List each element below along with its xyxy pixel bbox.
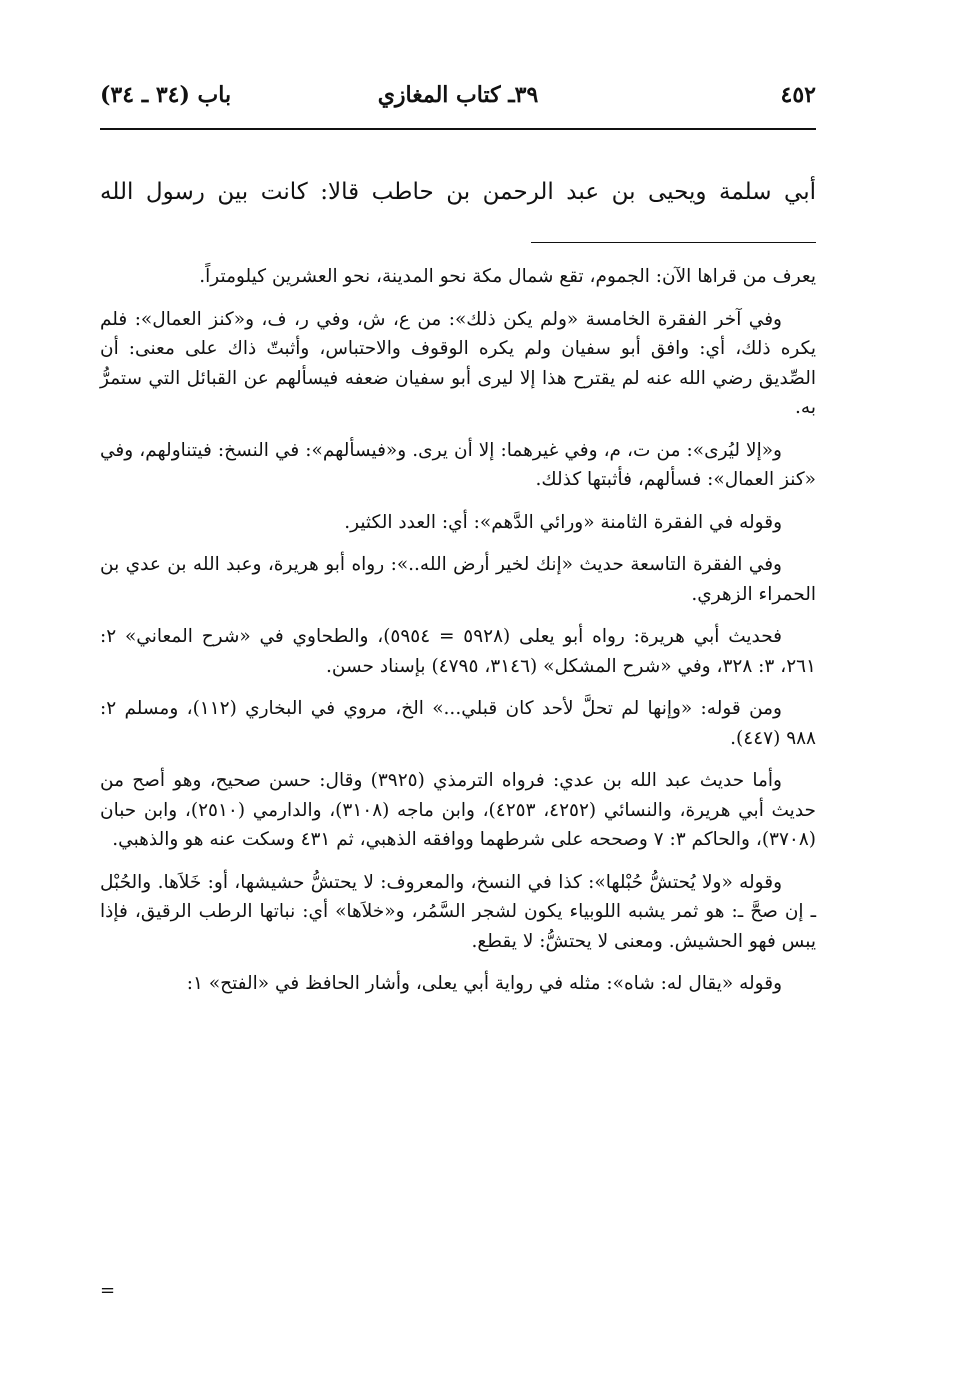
continuation-mark: = [100, 1280, 116, 1301]
footnote-paragraph: ومن قوله: «وإنها لم تحلَّ لأحد كان قبلي...» الخ، مروي في البخاري (١١٢)، ومسلم ٢: ٩٨٨ (٤٤٧). [100, 698, 816, 749]
chapter-reference: باب (٣٤ ـ ٣٤) [100, 82, 232, 108]
footnote-paragraph: وفي الفقرة التاسعة حديث «إنك لخير أرض الله..»: رواه أبو هريرة، وعبد الله بن عدي بن الحمراء الزهري. [100, 554, 816, 605]
footnote-paragraph: وأما حديث عبد الله بن عدي: فرواه الترمذي (٣٩٢٥) وقال: حسن صحيح، وهو أصح من حديث أبي هريرة، والنسائي (٤٢٥٢، ٤٢٥٣)، وابن ماجه (٣١٠٨)، والدارمي (٢٥١٠)، وابن حبان (٣٧٠٨)، والحاكم ٣: ٧ وصححه على شرطهما ووافقه الذهبي، ثم ٤٣١ وسكت عنه هو والذهبي. [100, 770, 816, 850]
document-page [100, 82, 816, 1301]
footnote-paragraph: و«إلا ليُرى»: من ت، م، وفي غيرهما: إلا أن يرى. و«فيسألهم»: في النسخ: فيتناولهم، وفي «كنز العمال»: فسألهم، فأثبتها كذلك. [100, 439, 816, 490]
footnote-paragraph: وقوله «ولا يُحتشُّ حُبْلها»: كذا في النسخ، والمعروف: لا يحتشُّ حشيشها، أو: خَلاَها. والحُبْل ـ إن صحَّ ـ: هو ثمر يشبه اللوبياء يكون لشجر السَّمُر، و«خلاَها» أي: نباتها الرطب الرقيق، فإذا يبس فهو الحشيش. ومعنى لا يحتشُّ: لا يقطع. [100, 871, 816, 952]
footnote-paragraph: فحديث أبي هريرة: رواه أبو يعلى (٥٩٢٨ = ٥٩٥٤)، والطحاوي في «شرح المعاني» ٢: ٢٦١، ٣: ٣٢٨، وفي «شرح المشكل» (٣١٤٦، ٤٧٩٥) بإسناد حسن. [100, 626, 816, 677]
footnote-paragraph: وفي آخر الفقرة الخامسة «ولم يكن ذلك»: من ع، ش، وفي ر، ف، و«كنز العمال»: فلم يكره ذلك، أي: وافق أبو سفيان ولم يكره الوقوف والاحتباس، وأثبتّ ذاك على معنى: أن الصِّديق رضي الله عنه لم يقترح هذا إلا ليرى أبو سفيان ضعفه فيسألهم عن القبائل التي ستمرُّ به. [100, 308, 816, 418]
header-rule [100, 128, 816, 130]
footnotes [100, 262, 816, 1012]
footnote-paragraph: وقوله في الفقرة الثامنة «ورائي الدَّهم»: أي: العدد الكثير. [344, 511, 782, 533]
footnote-paragraph: يعرف من قراها الآن: الجموم، تقع شمال مكة نحو المدينة، نحو العشرين كيلومتراً. [199, 266, 816, 287]
page-number: ٤٥٢ [780, 82, 816, 108]
running-header [100, 82, 816, 124]
footnote-paragraph: وقوله «يقال له: شاه»: مثله في رواية أبي يعلى، وأشار الحافظ في «الفتح» ١: [186, 973, 782, 994]
footnote-separator [531, 242, 816, 243]
book-title: ٣٩ـ كتاب المغازي [377, 82, 539, 108]
main-text-line: أبي سلمة ويحيى بن عبد الرحمن بن حاطب قالا: كانت بين رسول الله [100, 179, 816, 205]
